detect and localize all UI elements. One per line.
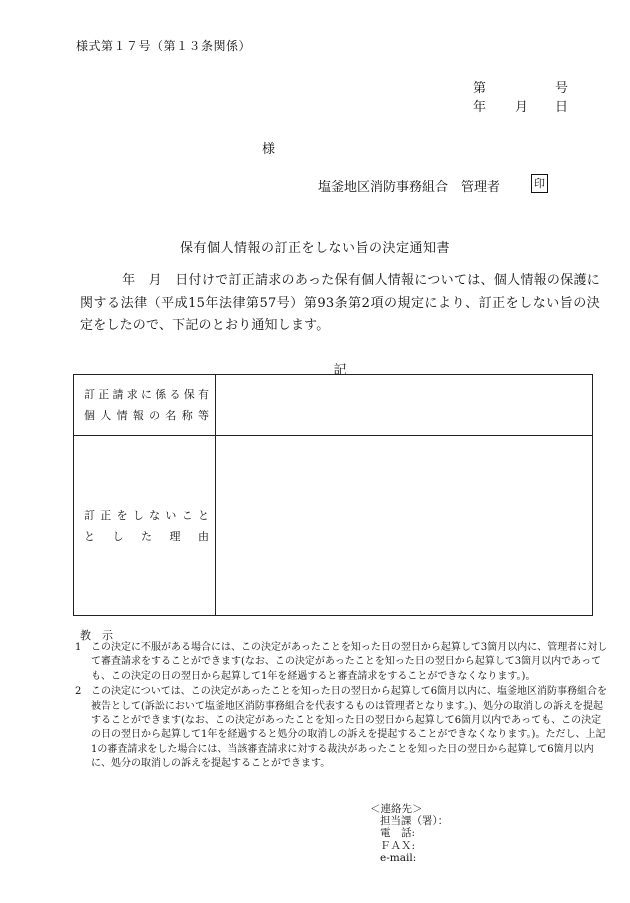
date-year: 年 (473, 100, 487, 115)
row-reason-value (216, 436, 593, 616)
note-number: 2 (75, 686, 82, 698)
note-number: 1 (75, 642, 82, 653)
form-number: 様式第１７号（第１３条関係） (76, 39, 252, 53)
notice-notes (75, 641, 610, 772)
note-item (75, 685, 610, 771)
date-day: 日 (554, 100, 568, 115)
contact-block (370, 803, 448, 864)
sender-name: 塩釜地区消防事務組合 管理者 (318, 180, 501, 195)
ki-heading: 記 (333, 363, 347, 378)
addressee-suffix: 様 (262, 142, 276, 157)
note-item (75, 641, 610, 684)
seal-box: 印 (531, 174, 548, 193)
document-number (473, 77, 568, 96)
row-name-value (216, 375, 593, 436)
row-name-label-line2: 個人情報の名称等 (84, 409, 209, 422)
row-reason-label-line1: 訂正をしないこと (84, 508, 209, 522)
row-name-label (74, 375, 216, 436)
contact-heading: ＜連絡先＞ (370, 803, 423, 815)
table-row-name (74, 375, 593, 436)
date-month: 月 (515, 100, 529, 115)
body-text: 年 月 日付けで訂正請求のあった保有個人情報については、個人情報の保護に関する法律（平成15年法律第57号）第93条第2項の規定により、訂正をしない旨の決定をしたので、下記のとおり通知します。 (80, 273, 600, 333)
contact-department: 担当課（署）： (380, 815, 449, 828)
contact-fax: ＦＡＸ: (380, 839, 416, 852)
note-text: この決定に不服がある場合には、この決定があったことを知った日の翌日から起算して3箇月以内に、管理者に対して審査請求をすることができます(なお、この決定があったことを知った日の翌日から起算して3箇月以内であっても、この決定の日の翌日から起算して1年を経過すると審査請求をすることができなくなります。)。 (91, 642, 608, 682)
body-paragraph (80, 270, 600, 338)
note-text: この決定については、この決定があったことを知った日の翌日から起算して6箇月以内に、塩釜地区消防事務組合を被告として(訴訟において塩釜地区消防事務組合を代表するものは管理者となります。)、処分の取消しの訴えを提起することができます(なお、この決定があったことを知った日の翌日から起算して6箇月以内であっても、この決定の日の翌日から起算して1年を経過すると処分の取消しの訴えを提起することができなくなります。)。ただし、上記1の審査請求をした場合には、当該審査請求に対する裁決があったことを知った日の翌日から起算して6箇月以内に、処分の取消しの訴えを提起することができます。 (91, 686, 608, 770)
notice-heading: 教 示 (80, 629, 113, 642)
row-name-label-line1: 訂正請求に係る保有 (84, 388, 209, 401)
record-table (73, 374, 593, 616)
document-number-prefix: 第 (473, 81, 487, 96)
document-title: 保有個人情報の訂正をしない旨の決定通知書 (179, 241, 450, 256)
contact-phone: 電 話: (380, 827, 416, 840)
row-reason-label (74, 436, 216, 616)
document-number-suffix: 号 (554, 81, 568, 96)
table-row-reason (74, 436, 593, 616)
contact-email: e-mail: (380, 851, 417, 864)
row-reason-label-line2: とした理由 (84, 529, 209, 543)
